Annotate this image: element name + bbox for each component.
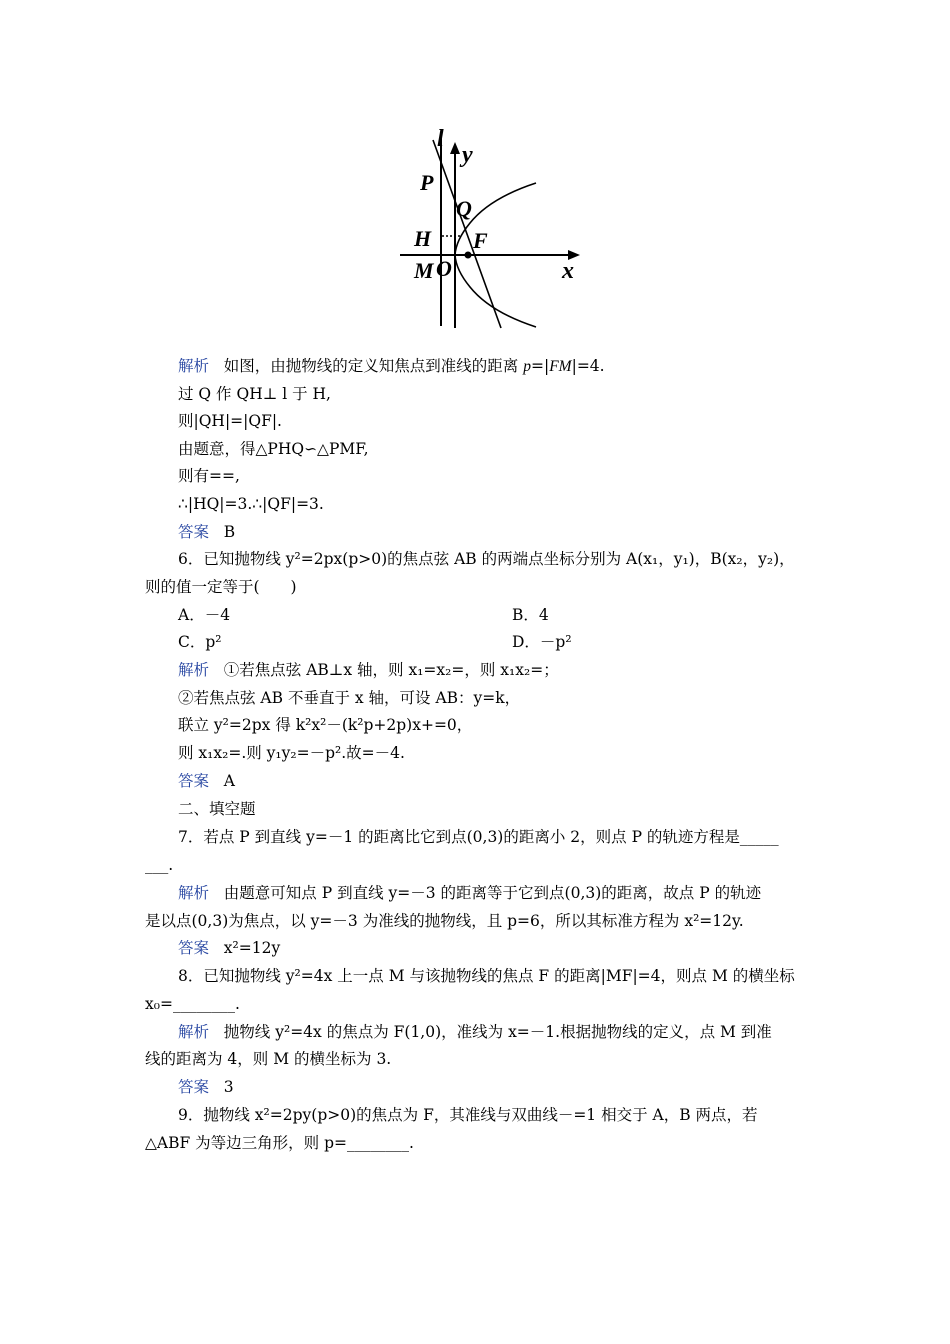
q6-stem-line1: 6．已知抛物线 y²=2px(p>0)的焦点弦 AB 的两端点坐标分别为 A(x₁，y₁)，B(x₂，y₂)， (178, 550, 795, 568)
q6-option-d: D．－p² (512, 633, 572, 651)
q8-answer: 3 (223, 1078, 234, 1096)
q6-option-b: B．4 (512, 606, 549, 624)
q8-answer-label: 答案 (178, 1078, 210, 1096)
q5-jiexi-label: 解析 (178, 357, 210, 375)
label-m: M (414, 258, 434, 283)
q5-answer-line (178, 522, 950, 542)
q7-answer-label: 答案 (178, 939, 210, 957)
label-o: O (436, 256, 452, 281)
q6-solution-line1 (178, 660, 950, 680)
q7-stem-line2: ___. (145, 856, 174, 874)
parabola-figure (400, 128, 600, 338)
q5-line1-value: |=4. (571, 357, 605, 375)
q7-answer: x²=12y (223, 939, 281, 957)
q6-solution-line3: 联立 y²=2px 得 k²x²－(k²p+2p)x+=0， (178, 716, 473, 734)
y-axis-arrow (450, 142, 460, 154)
q5-line1-p: p (523, 358, 531, 375)
q6-answer: A (223, 772, 235, 790)
q6-answer-label: 答案 (178, 772, 210, 790)
q7-stem-line1: 7．若点 P 到直线 y=－1 的距离比它到点(0,3)的距离小 2，则点 P 的轨迹方程是_____ (178, 828, 779, 846)
q8-solution-line2: 线的距离为 4，则 M 的横坐标为 3. (145, 1050, 392, 1068)
q5-solution-line5: 则有==, (178, 467, 240, 485)
label-p: P (420, 170, 434, 195)
section-heading: 二、填空题 (178, 800, 256, 818)
q8-jiexi-label: 解析 (178, 1023, 210, 1041)
label-f: F (473, 228, 488, 253)
q8-stem-line2: x₀=________. (145, 995, 240, 1013)
q6-option-c: C．p² (178, 633, 222, 651)
q6-option-a: A．－4 (178, 606, 231, 624)
q5-solution-line2: 过 Q 作 QH⊥ l 于 H, (178, 385, 331, 403)
q7-solution-text1: 由题意可知点 P 到直线 y=－3 的距离等于它到点(0,3)的距离，故点 P 的轨迹 (223, 884, 762, 902)
q6-solution-line2: ②若焦点弦 AB 不垂直于 x 轴，可设 AB：y=k， (178, 689, 521, 707)
q8-solution-line1 (178, 1022, 950, 1042)
q5-solution-line4: 由题意，得△PHQ∽△PMF, (178, 440, 369, 458)
q6-solution-text1: ①若焦点弦 AB⊥x 轴，则 x₁=x₂=，则 x₁x₂=； (223, 661, 559, 679)
q8-stem-line1: 8．已知抛物线 y²=4x 上一点 M 与该抛物线的焦点 F 的距离|MF|=4，则点 M 的横坐标 (178, 967, 795, 985)
label-h: H (414, 226, 432, 251)
label-x: x (562, 258, 574, 284)
q5-solution-line1 (178, 356, 950, 377)
q7-answer-line (178, 938, 950, 958)
q5-line1-eq: =| (530, 357, 550, 375)
q5-solution-line6: ∴|HQ|=3.∴|QF|=3. (178, 495, 324, 513)
q9-stem-line1: 9．抛物线 x²=2py(p>0)的焦点为 F，其准线与双曲线－=1 相交于 A，B 两点，若 (178, 1106, 758, 1124)
q7-solution-line2: 是以点(0,3)为焦点，以 y=－3 为准线的抛物线，且 p=6，所以其标准方程为 x²=12y. (145, 912, 744, 930)
q6-jiexi-label: 解析 (178, 661, 210, 679)
q8-answer-line (178, 1077, 950, 1097)
q7-solution-line1 (178, 883, 950, 903)
q5-answer-label: 答案 (178, 523, 210, 541)
q9-stem-line2: △ABF 为等边三角形，则 p=________. (145, 1134, 414, 1152)
label-l: l (437, 128, 444, 152)
q5-line1-text: 如图，由抛物线的定义知焦点到准线的距离 (223, 357, 524, 375)
q6-stem-line2: 则的值一定等于( ) (145, 578, 297, 596)
q6-answer-line (178, 771, 950, 791)
q6-solution-line4: 则 x₁x₂=.则 y₁y₂=－p².故=－4. (178, 744, 405, 762)
line-pf (433, 140, 501, 328)
q8-solution-text1: 抛物线 y²=4x 的焦点为 F(1,0)，准线为 x=－1.根据抛物线的定义，点 M 到准 (223, 1023, 772, 1041)
label-y: y (462, 142, 473, 168)
q7-jiexi-label: 解析 (178, 884, 210, 902)
label-q: Q (456, 196, 472, 221)
q5-line1-fm: FM (549, 358, 572, 375)
q5-solution-line3: 则|QH|=|QF|. (178, 412, 282, 430)
q5-answer: B (223, 523, 236, 541)
focus-point (465, 252, 472, 259)
